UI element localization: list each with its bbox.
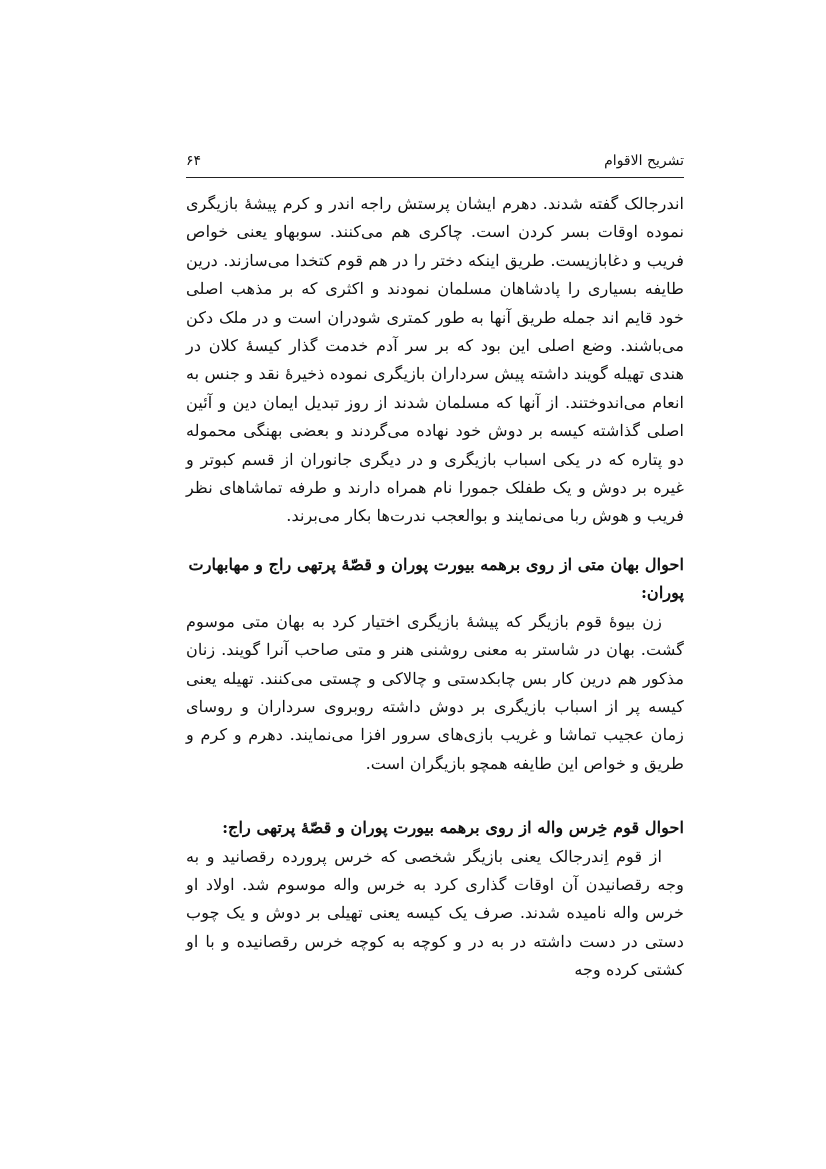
section-heading-bhan-mati: احوال بهان متی از روی برهمه بیورت پوران و قصّهٔ پرتهی راج و مهابهارت پوران: xyxy=(188,554,684,603)
paragraph-khirs-wala: از قوم اِندرجالک یعنی بازیگر شخصی که خرس پرورده رقصانید و به وجه رقصانیدن آن اوقات گذاری کرد به خرس واله موسوم شد. اولاد او خرس واله نامیده شدند. صرف یک کیسه یعنی تهیلی بر دوش و یک چوب دستی در دست داشته در به در و کوچه به کوچه خرس رقصانیده و با او کشتی کرده وجه xyxy=(186,846,684,980)
page-number: ۶۴ xyxy=(186,153,202,169)
running-header xyxy=(186,148,684,174)
header-rule xyxy=(186,177,684,178)
running-title: تشریح الاقوام xyxy=(604,153,684,169)
paragraph-bhan-mati: زن بیوهٔ قوم بازیگر که پیشهٔ بازیگری اختیار کرد به بهان متی موسوم گشت. بهان در شاستر به معنی روشنی هنر و متی صاحب آنرا گویند. زنان مذکور هم درین کار بس چابکدستی و چالاکی و چستی می‌کنند. تهیله یعنی کیسه پر از اسباب بازیگری بر دوش داشته روبروی سرداران و روسای زمان عجیب تماشا و غریب بازی‌های سرور افزا می‌نمایند. دهرم و کرم و طریق و خواص این طایفه همچو بازیگران است. xyxy=(186,611,684,773)
section-heading-khirs-wala: احوال قوم خِرس واله از روی برهمه بیورت پوران و قصّهٔ پرتهی راج: xyxy=(222,818,684,838)
body-text xyxy=(186,190,684,985)
paragraph-bazigar-continued: اندرجالک گفته شدند. دهرم ایشان پرستش راجه اندر و کرم پیشهٔ بازیگری نموده اوقات بسر کردن است. چاکری هم می‌کنند. سوبهاو یعنی خواص فریب و دغابازیست. طریق اینکه دختر را در هم قوم کتخدا می‌سازند. درین طایفه بسیاری را پادشاهان مسلمان نمودند و اکثری که بر مذهب اصلی خود قایم اند جمله طریق آنها به طور کمتری شودران است و در ملک دکن می‌باشند. وضع اصلی این بود که بر سر آدم خدمت گذار کیسهٔ کلان در هندی تهیله گویند داشته پیش سرداران بازیگری نموده ذخیرهٔ نقد و جنس به انعام می‌اندوختند. از آنها که مسلمان شدند از روز تبدیل ایمان دین و آئین اصلی گذاشته کیسه بر دوش خود نهاده می‌گردند و بعضی بهنگی محموله دو پتاره که در یکی اسباب بازیگری و در دیگری جانوران از قسم کبوتر و غیره بر دوش و یک طفلک جمورا نام همراه دارند و طرفه تماشاهای نظر فریب و هوش ربا می‌نمایند و بوالعجب ندرت‌ها بکار می‌برند. xyxy=(186,194,684,526)
